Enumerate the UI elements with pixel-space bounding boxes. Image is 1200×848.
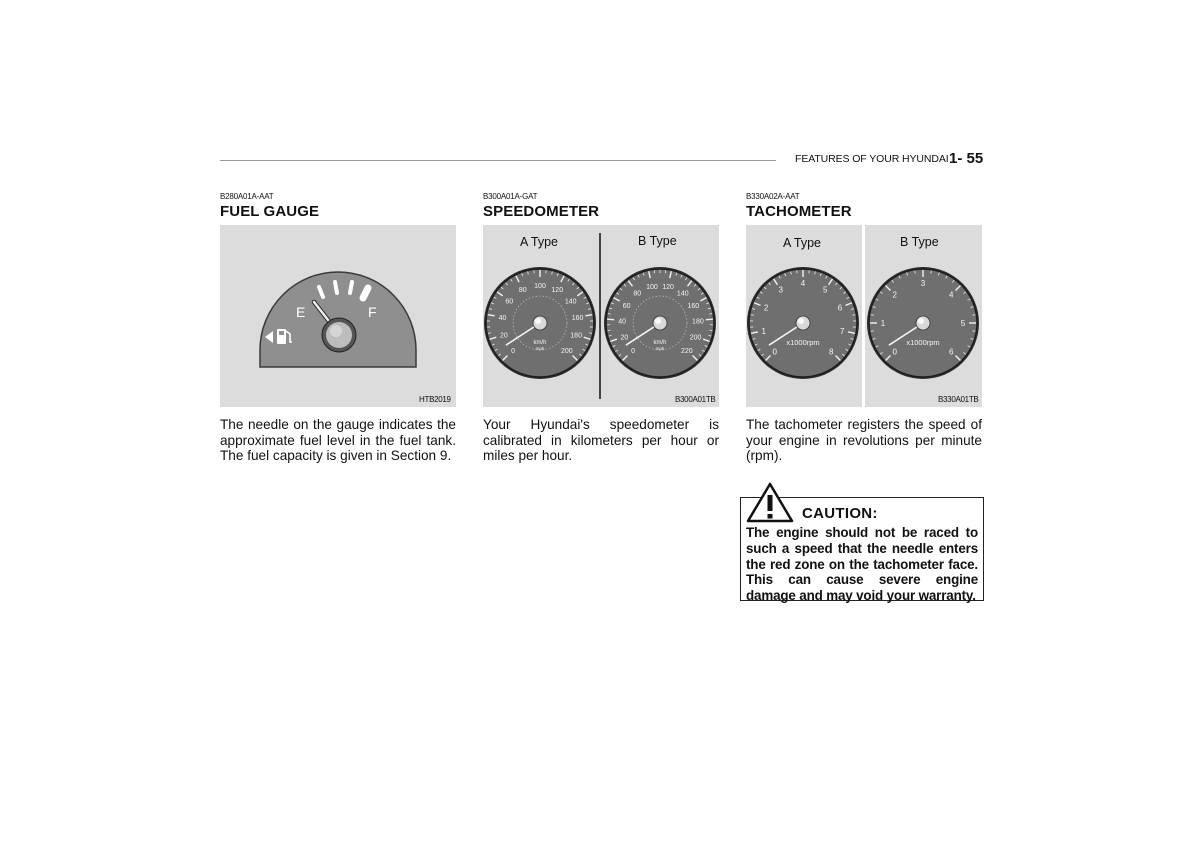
tachometer-a-dial <box>747 267 859 379</box>
tachometer-code: B330A02A-AAT <box>746 192 800 201</box>
speedometer-b-type-label: B Type <box>638 234 677 248</box>
dial-subunit-label: mph <box>535 346 545 351</box>
fuel-gauge-code: B280A01A-AAT <box>220 192 274 201</box>
fuel-gauge-f-label: F <box>368 304 377 320</box>
caution-title: CAUTION: <box>802 505 878 522</box>
dial-scale-label: 80 <box>633 290 642 298</box>
fuel-gauge-title: FUEL GAUGE <box>220 203 320 220</box>
dial-scale-label: 100 <box>646 283 658 291</box>
tachometer-illustration <box>746 225 982 407</box>
dial-minor-tick <box>709 314 712 315</box>
dial-scale-label: 140 <box>564 298 577 306</box>
speedometer-section <box>483 192 719 464</box>
dial-unit-label: km/h <box>653 340 667 346</box>
dial-scale-label: 220 <box>681 347 693 355</box>
dial-scale-label: 160 <box>687 302 700 310</box>
tachometer-section <box>746 192 982 464</box>
dial-scale-label: 2 <box>892 290 897 300</box>
fuel-gauge-figure-id: HTB2019 <box>419 395 451 404</box>
dial-scale-label: 3 <box>920 279 926 288</box>
dial-scale-label: 0 <box>631 347 636 355</box>
dial-scale-label: 40 <box>618 318 626 326</box>
speedometer-a-dial <box>484 267 596 379</box>
dial-scale-label: 100 <box>534 283 546 290</box>
tachometer-title: TACHOMETER <box>746 203 852 220</box>
tachometer-figure-id: B330A01TB <box>938 395 979 404</box>
speedometer-b-dial <box>604 267 716 379</box>
dial-scale-label: 6 <box>837 303 843 313</box>
dial-scale-label: 40 <box>498 315 507 323</box>
dial-scale-label: 60 <box>505 298 514 306</box>
dial-scale-label: 180 <box>570 332 582 340</box>
dial-scale-label: 1 <box>880 319 886 328</box>
dial-scale-label: 200 <box>561 347 573 355</box>
dial-minor-tick <box>608 314 611 315</box>
dial-scale-label: 180 <box>692 318 704 326</box>
header-rule <box>220 160 776 161</box>
dial-scale-label: 4 <box>949 290 954 300</box>
fuel-gauge-e-label: E <box>296 304 306 320</box>
dial-scale-label: 0 <box>892 347 897 357</box>
dial-scale-label: 120 <box>662 283 674 291</box>
section-title: FEATURES OF YOUR HYUNDAI <box>795 153 949 165</box>
speedometer-code: B300A01A-GAT <box>483 192 538 201</box>
tachometer-figure <box>746 225 982 407</box>
dial-scale-label: 0 <box>772 347 777 357</box>
dial-scale-label: 160 <box>571 315 584 323</box>
caution-box <box>740 497 984 604</box>
dial-subunit-label: mph <box>655 346 665 351</box>
speedometer-title: SPEEDOMETER <box>483 203 600 220</box>
tachometer-b-dial <box>867 267 979 379</box>
dial-scale-label: 0 <box>511 347 516 355</box>
dial-scale-label: 60 <box>622 302 631 310</box>
fuel-gauge-figure <box>220 225 456 407</box>
dial-scale-label: 8 <box>829 347 834 357</box>
dial-scale-label: 5 <box>822 285 828 295</box>
dial-scale-label: 200 <box>689 334 702 342</box>
tachometer-b-type-label: B Type <box>900 235 939 249</box>
speedometer-figure-id: B300A01TB <box>675 395 716 404</box>
speedometer-illustration <box>483 225 719 407</box>
fuel-gauge-body: The needle on the gauge indicates the approximate fuel level in the fuel tank. The fuel capacity is given in Section 9. <box>220 417 456 463</box>
fuel-gauge-section <box>220 192 456 464</box>
dial-scale-label: 7 <box>840 326 845 336</box>
dial-scale-label: 4 <box>800 279 806 288</box>
speedometer-body: Your Hyundai's speedometer is calibrated in kilometers per hour or miles per hour. <box>483 417 719 463</box>
speedometer-figure <box>483 225 719 407</box>
dial-scale-label: 20 <box>620 334 629 342</box>
dial-unit-label: x1000rpm <box>786 338 820 347</box>
dial-scale-label: 1 <box>761 326 766 336</box>
page-number: 1- 55 <box>949 150 984 167</box>
dial-scale-label: 2 <box>763 303 769 313</box>
dial-scale-label: 5 <box>960 319 966 328</box>
dial-scale-label: 140 <box>676 290 689 298</box>
dial-unit-label: km/h <box>533 340 547 346</box>
tachometer-a-type-label: A Type <box>783 236 821 250</box>
dial-scale-label: 120 <box>551 287 564 295</box>
dial-unit-label: x1000rpm <box>906 338 940 347</box>
caution-body: The engine should not be raced to such a speed that the needle enters the red zone on the tachometer face. This can cause severe engine damage and may void your warranty. <box>746 525 978 604</box>
dial-scale-label: 80 <box>518 287 527 295</box>
warning-triangle-icon <box>746 481 794 523</box>
speedometer-a-type-label: A Type <box>520 235 558 249</box>
fuel-gauge-illustration <box>220 225 456 407</box>
dial-scale-label: 20 <box>499 332 508 340</box>
dial-scale-label: 3 <box>778 285 784 295</box>
tachometer-body: The tachometer registers the speed of your engine in revolutions per minute (rpm). <box>746 417 982 463</box>
dial-scale-label: 6 <box>949 347 954 357</box>
